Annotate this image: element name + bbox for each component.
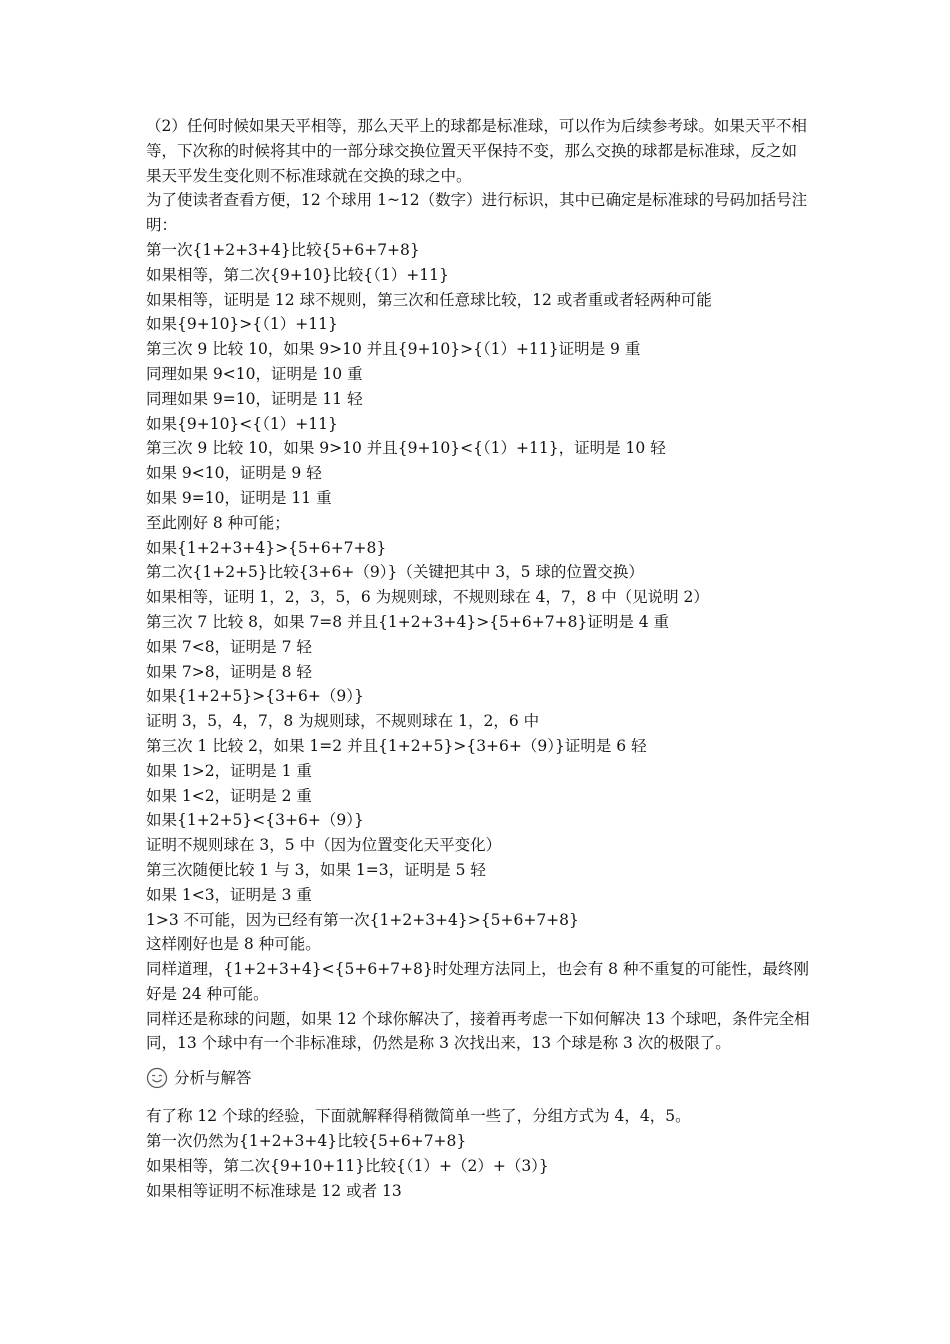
step-line: 如果 1>2，证明是 1 重 [146, 761, 312, 780]
step-line: 如果 9<10，证明是 9 轻 [146, 464, 322, 483]
step-line: 如果{1+2+5}>{3+6+（9）} [146, 687, 364, 706]
step-line: 如果{1+2+5}<{3+6+（9）} [146, 811, 364, 830]
step-line: 至此刚好 8 种可能； [146, 513, 290, 532]
step-line: 如果 1<3，证明是 3 重 [146, 885, 312, 904]
step-line: 第一次{1+2+3+4}比较{5+6+7+8} [146, 240, 420, 259]
step-line: 如果相等，第二次{9+10}比较{（1）+11} [146, 265, 449, 284]
step-line: 第三次 1 比较 2，如果 1=2 并且{1+2+5}>{3+6+（9）}证明是 6 轻 [146, 736, 647, 755]
step-line: 同理如果 9<10，证明是 10 重 [146, 364, 363, 383]
solution-13-list [146, 1104, 812, 1203]
paragraph-13-balls-intro: 同样还是称球的问题，如果 12 个球你解决了，接着再考虑一下如何解决 13 个球吧，条件完全相同，13 个球中有一个非标准球，仍然是称 3 次找出来，13 个球是称 3 次的极限了。 [146, 1009, 810, 1053]
smiley-icon [146, 1067, 168, 1089]
step-line: 证明 3，5，4，7，8 为规则球，不规则球在 1，2，6 中 [146, 712, 540, 731]
section-title: 分析与解答 [174, 1068, 252, 1087]
paragraph-labeling-note: 为了使读者查看方便，12 个球用 1~12（数字）进行标识，其中已确定是标准球的号码加括号注明： [146, 191, 808, 235]
step-line: 如果 1<2，证明是 2 重 [146, 786, 312, 805]
step-line: 第三次随便比较 1 与 3，如果 1=3，证明是 5 轻 [146, 860, 486, 879]
step-line: 如果{1+2+3+4}>{5+6+7+8} [146, 538, 387, 557]
step-line: 如果 9=10，证明是 11 重 [146, 488, 332, 507]
step-line: 同理如果 9=10，证明是 11 轻 [146, 389, 363, 408]
step-line: 证明不规则球在 3，5 中（因为位置变化天平变化） [146, 836, 502, 855]
step-line: 第三次 7 比较 8，如果 7=8 并且{1+2+3+4}>{5+6+7+8}证明是 4 重 [146, 612, 670, 631]
paragraph-conclusion-24: 同样道理，{1+2+3+4}<{5+6+7+8}时处理方法同上，也会有 8 种不重复的可能性，最终刚好是 24 种可能。 [146, 960, 809, 1003]
step-line: 第三次 9 比较 10，如果 9>10 并且{9+10}>{（1）+11}证明是 9 重 [146, 340, 641, 359]
step-line: 如果相等，证明是 12 球不规则，第三次和任意球比较，12 或者重或者轻两种可能 [146, 290, 712, 309]
paragraph-explanation-2: （2）任何时候如果天平相等，那么天平上的球都是标准球，可以作为后续参考球。如果天平不相等，下次称的时候将其中的一部分球交换位置天平保持不变，那么交换的球都是标准球，反之如果天平发生变化则不标准球就在交换的球之中。 [146, 117, 807, 185]
solution-line: 如果相等证明不标准球是 12 或者 13 [146, 1181, 402, 1200]
step-line: 第二次{1+2+5}比较{3+6+（9）}（关键把其中 3，5 球的位置交换） [146, 563, 644, 582]
step-line: 1>3 不可能，因为已经有第一次{1+2+3+4}>{5+6+7+8} [146, 910, 579, 929]
solution-line: 第一次仍然为{1+2+3+4}比较{5+6+7+8} [146, 1132, 467, 1151]
weighing-steps-list [146, 238, 812, 957]
step-line: 这样刚好也是 8 种可能。 [146, 935, 321, 954]
step-line: 如果相等，证明 1，2，3，5，6 为规则球，不规则球在 4，7，8 中（见说明 2） [146, 588, 709, 607]
step-line: 如果{9+10}<{（1）+11} [146, 414, 338, 433]
step-line: 如果 7>8，证明是 8 轻 [146, 662, 312, 681]
solution-line: 有了称 12 个球的经验，下面就解释得稍微简单一些了，分组方式为 4，4，5。 [146, 1107, 691, 1126]
step-line: 如果{9+10}>{（1）+11} [146, 315, 338, 334]
step-line: 如果 7<8，证明是 7 轻 [146, 637, 312, 656]
document-body [146, 114, 812, 1203]
solution-line: 如果相等，第二次{9+10+11}比较{（1）+（2）+（3）} [146, 1156, 549, 1175]
section-heading [146, 1060, 812, 1096]
step-line: 第三次 9 比较 10，如果 9>10 并且{9+10}<{（1）+11}，证明是 10 轻 [146, 439, 666, 458]
